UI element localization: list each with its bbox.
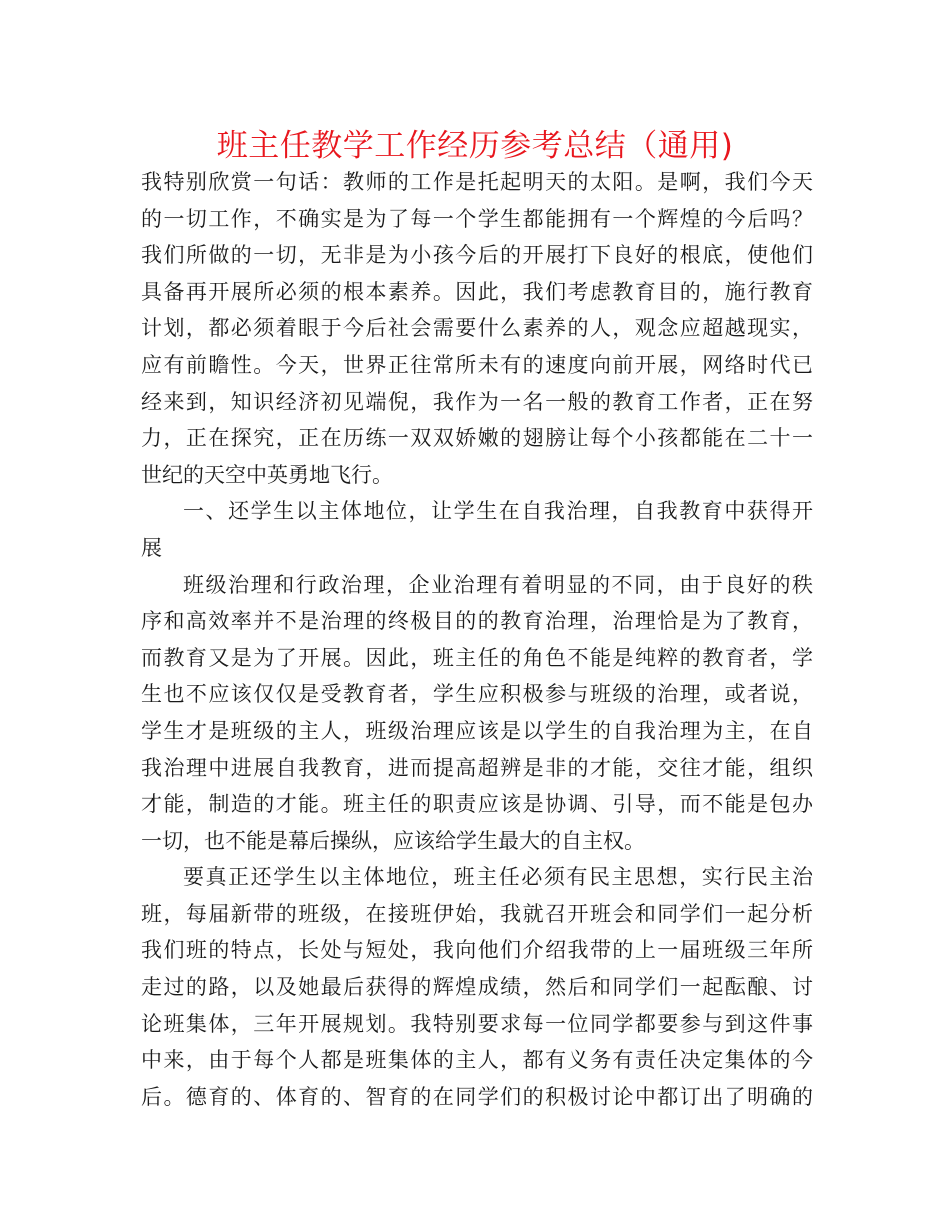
text-line: 世纪的天空中英勇地飞行。 <box>141 462 393 487</box>
text-line: 我特别欣赏一句话：教师的工作是托起明天的太阳。是啊，我们今天 <box>141 170 813 194</box>
text-line: 走过的路，以及她最后获得的辉煌成绩，然后和同学们一起酝酿、讨 <box>141 975 813 1000</box>
text-line: 一切，也不能是幕后操纵，应该给学生最大的自主权。 <box>141 828 645 853</box>
document-body <box>141 164 813 1115</box>
text-line: 而教育又是为了开展。因此，班主任的角色不能是纯粹的教育者，学 <box>141 645 813 670</box>
text-line: 一、还学生以主体地位，让学生在自我治理，自我教育中获得开 <box>183 499 813 524</box>
text-line: 我们所做的一切，无非是为小孩今后的开展打下良好的根底，使他们 <box>141 243 813 268</box>
text-line: 班级治理和行政治理，企业治理有着明显的不同，由于良好的秩 <box>183 572 813 597</box>
text-line: 学生才是班级的主人，班级治理应该是以学生的自我治理为主，在自 <box>141 718 813 743</box>
text-line: 具备再开展所必须的根本素养。因此，我们考虑教育目的，施行教育 <box>141 279 813 304</box>
text-line: 后。德育的、体育的、智育的在同学们的积极讨论中都订出了明确的 <box>141 1084 813 1109</box>
text-line: 序和高效率并不是治理的终极目的的教育治理，治理恰是为了教育， <box>141 609 813 634</box>
text-line: 力，正在探究，正在历练一双双娇嫩的翅膀让每个小孩都能在二十一 <box>141 426 813 451</box>
text-line: 应有前瞻性。今天，世界正往常所未有的速度向前开展，网络时代已 <box>141 352 813 377</box>
text-line: 我们班的特点，长处与短处，我向他们介绍我带的上一届班级三年所 <box>141 938 813 963</box>
page-title: 班主任教学工作经历参考总结（通用) <box>216 128 734 164</box>
text-line: 要真正还学生以主体地位，班主任必须有民主思想，实行民主治 <box>183 865 813 890</box>
text-line: 中来，由于每个人都是班集体的主人，都有义务有责任决定集体的今 <box>141 1048 813 1073</box>
text-line: 我治理中进展自我教育，进而提高超辨是非的才能，交往才能，组织 <box>141 755 813 780</box>
text-line: 班，每届新带的班级，在接班伊始，我就召开班会和同学们一起分析 <box>141 901 813 926</box>
text-line: 计划，都必须着眼于今后社会需要什么素养的人，观念应超越现实， <box>141 316 813 341</box>
text-line: 论班集体，三年开展规划。我特别要求每一位同学都要参与到这件事 <box>141 1011 813 1036</box>
text-line: 经来到，知识经济初见端倪，我作为一名一般的教育工作者，正在努 <box>141 389 813 414</box>
text-line: 生也不应该仅仅是受教育者，学生应积极参与班级的治理，或者说， <box>141 682 813 707</box>
text-line: 的一切工作，不确实是为了每一个学生都能拥有一个辉煌的今后吗？ <box>141 206 813 231</box>
text-line: 才能，制造的才能。班主任的职责应该是协调、引导，而不能是包办 <box>141 792 813 817</box>
text-line: 展 <box>141 535 162 560</box>
